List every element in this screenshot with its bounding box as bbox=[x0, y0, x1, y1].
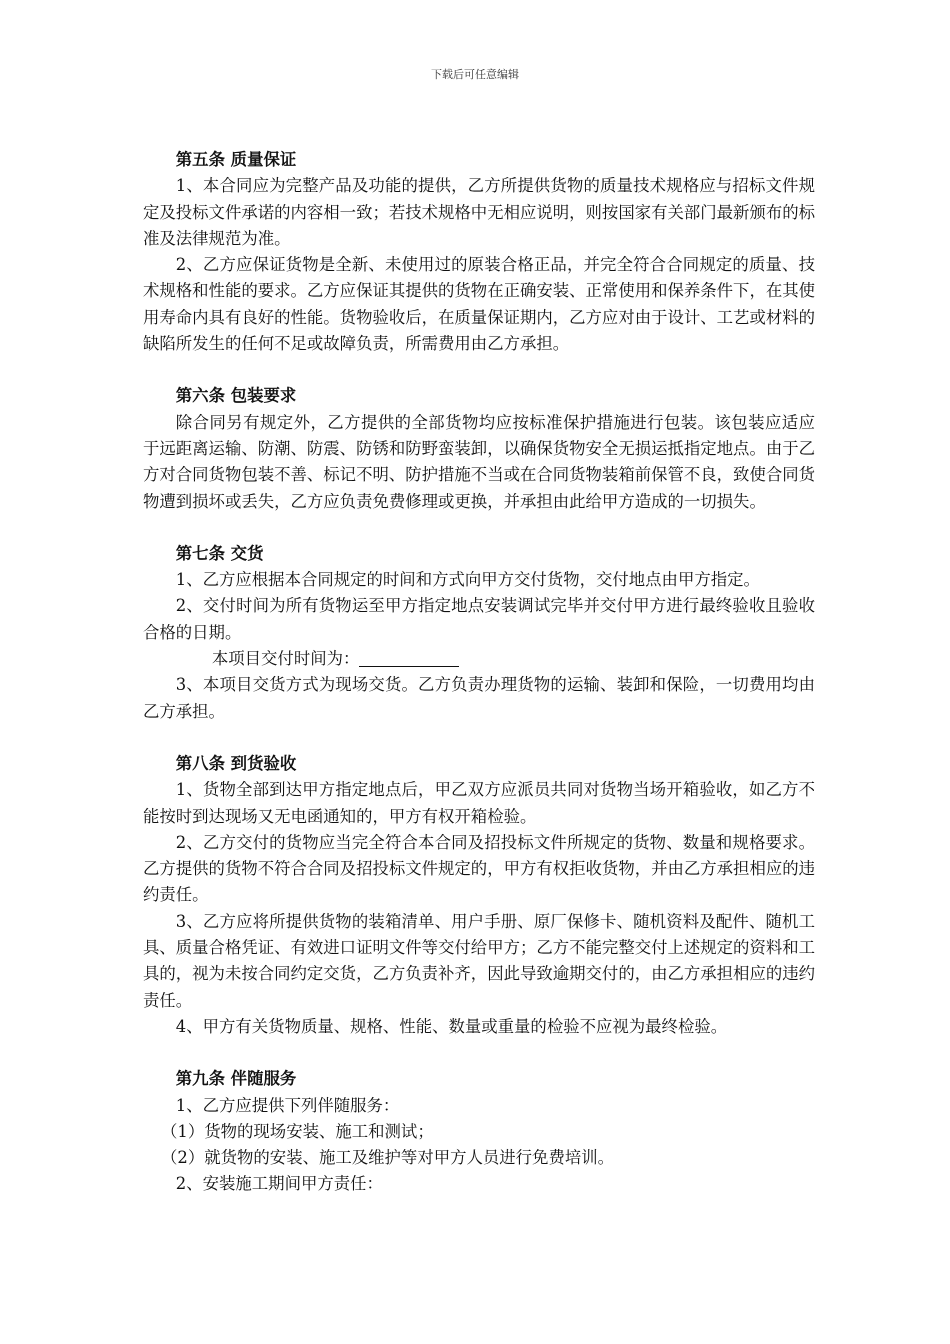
section-9-title: 第九条 伴随服务 bbox=[175, 1069, 297, 1089]
section-8-paragraph-3: 3、乙方应将所提供货物的装箱清单、用户手册、原厂保修卡、随机资料及配件、随机工具、质量合格凭证、有效进口证明文件等交付给甲方；乙方不能完整交付上述规定的资料和工具的，视为未按合同约定交货，乙方负责补齐，因此导致逾期交付的，由乙方承担相应的违约责任。 bbox=[143, 911, 816, 1010]
section-9-paragraph-2: 2、安装施工期间甲方责任： bbox=[175, 1174, 383, 1194]
section-gap bbox=[143, 357, 815, 383]
delivery-time-blank bbox=[359, 648, 459, 667]
section-8-paragraph-4: 4、甲方有关货物质量、规格、性能、数量或重量的检验不应视为最终检验。 bbox=[175, 1016, 728, 1036]
page-header-note: 下载后可任意编辑 bbox=[431, 68, 519, 81]
section-7-paragraph-1: 1、乙方应根据本合同规定的时间和方式向甲方交付货物，交付地点由甲方指定。 bbox=[175, 570, 760, 590]
document-body bbox=[143, 147, 815, 1198]
section-8-title: 第八条 到货验收 bbox=[175, 753, 297, 773]
section-7-paragraph-2: 2、交付时间为所有货物运至甲方指定地点安装调试完毕并交付甲方进行最终验收且验收合格的日期。 bbox=[143, 596, 815, 642]
section-9-item-1: （1）货物的现场安装、施工和测试； bbox=[161, 1121, 434, 1141]
delivery-time-label: 本项目交付时间为： bbox=[211, 649, 360, 669]
section-9-paragraph-1: 1、乙方应提供下列伴随服务： bbox=[175, 1095, 400, 1115]
section-gap bbox=[143, 725, 815, 751]
section-9-item-2: （2）就货物的安装、施工及维护等对甲方人员进行免费培训。 bbox=[161, 1148, 615, 1168]
section-gap bbox=[143, 515, 815, 541]
delivery-time-line bbox=[143, 646, 815, 672]
section-6-title: 第六条 包装要求 bbox=[175, 386, 297, 406]
section-8-paragraph-2: 2、乙方交付的货物应当完全符合本合同及招投标文件所规定的货物、数量和规格要求。乙方提供的货物不符合合同及招投标文件规定的，甲方有权拒收货物，并由乙方承担相应的违约责任。 bbox=[143, 832, 816, 905]
section-5-paragraph-2: 2、乙方应保证货物是全新、未使用过的原装合格正品，并完全符合合同规定的质量、技术规格和性能的要求。乙方应保证其提供的货物在正确安装、正常使用和保养条件下，在其使用寿命内具有良好的性能。货物验收后，在质量保证期内，乙方应对由于设计、工艺或材料的缺陷所发生的任何不足或故障负责，所需费用由乙方承担。 bbox=[143, 255, 816, 354]
section-5-paragraph-1: 1、本合同应为完整产品及功能的提供，乙方所提供货物的质量技术规格应与招标文件规定及投标文件承诺的内容相一致；若技术规格中无相应说明，则按国家有关部门最新颁布的标准及法律规范为准。 bbox=[143, 176, 816, 248]
section-7-paragraph-3: 3、本项目交货方式为现场交货。乙方负责办理货物的运输、装卸和保险，一切费用均由乙方承担。 bbox=[143, 675, 815, 721]
section-6-paragraph-1: 除合同另有规定外，乙方提供的全部货物均应按标准保护措施进行包装。该包装应适应于远距离运输、防潮、防震、防锈和防野蛮装卸，以确保货物安全无损运抵指定地点。由于乙方对合同货物包装不善、标记不明、防护措施不当或在合同货物装箱前保管不良，致使合同货物遭到损坏或丢失，乙方应负责免费修理或更换，并承担由此给甲方造成的一切损失。 bbox=[143, 412, 816, 511]
section-gap bbox=[143, 1040, 815, 1066]
section-7-title: 第七条 交货 bbox=[175, 543, 264, 563]
section-8-paragraph-1: 1、货物全部到达甲方指定地点后，甲乙双方应派员共同对货物当场开箱验收，如乙方不能按时到达现场又无电函通知的，甲方有权开箱检验。 bbox=[143, 780, 815, 826]
section-5-title: 第五条 质量保证 bbox=[175, 150, 297, 169]
